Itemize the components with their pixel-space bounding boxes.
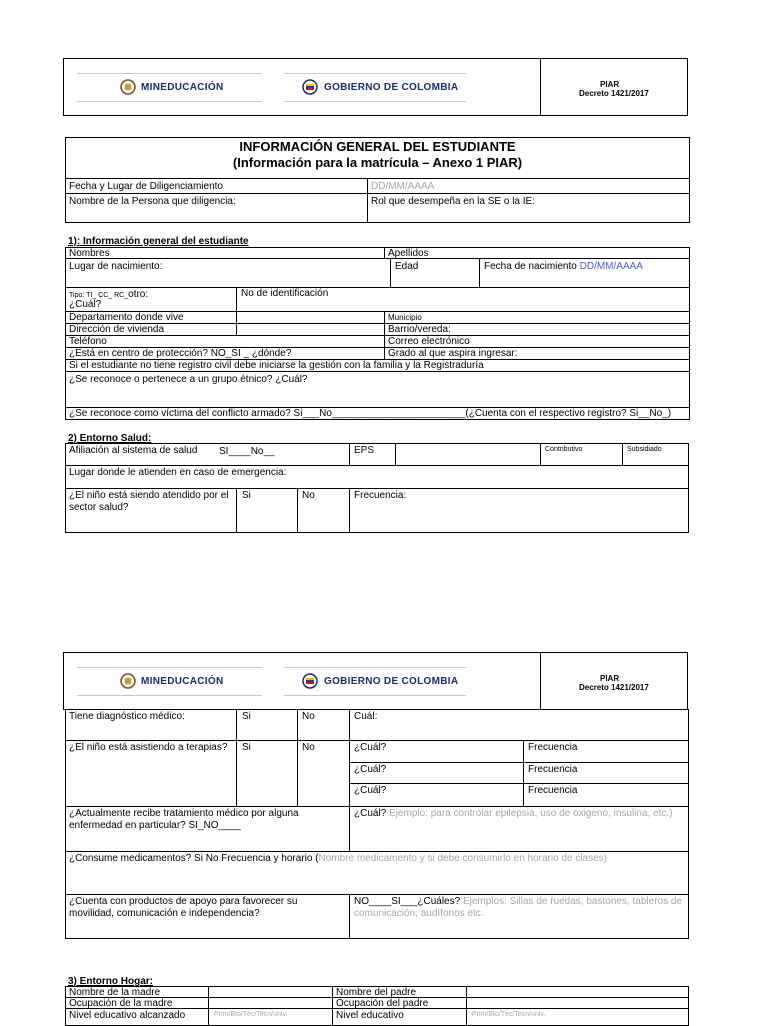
- madre-nombre-label: Nombre de la madre: [69, 987, 161, 998]
- terapia-frecuencia-3: Frecuencia: [528, 785, 578, 796]
- tratamiento-label: ¿Actualmente recibe tratamiento médico por alguna enfermedad en particular? SI_NO____: [69, 808, 299, 831]
- diagnostico-cual: Cuál:: [354, 711, 378, 722]
- atendido-label: ¿El niño está siendo atendido por el sector salud?: [69, 490, 229, 513]
- tratamiento-cual: ¿Cuál? Ejemplo: para controlar epilepsia, uso de oxigeno, insulina, etc.): [354, 808, 673, 819]
- contributivo-label: Contributivo: [545, 446, 583, 453]
- etnico-label: ¿Se reconoce o pertenece a un grupo étnico? ¿Cuál?: [69, 374, 308, 385]
- nombres-label: Nombres: [69, 248, 110, 259]
- barrio-label: Barrio/vereda:: [388, 324, 451, 335]
- padre-ocupacion-label: Ocupación del padre: [336, 998, 429, 1009]
- nivel-padre-label: Nivel educativo: [336, 1010, 404, 1021]
- eps-label: EPS: [354, 445, 375, 456]
- mineducacion-logo: MINEDUCACIÓN: [141, 676, 224, 687]
- fecha-field[interactable]: DD/MM/AAAA: [371, 181, 435, 192]
- terapias-label: ¿El niño está asistiendo a terapias?: [69, 742, 228, 753]
- afiliacion-si-no[interactable]: SI____No__: [219, 446, 275, 457]
- apoyo-label: ¿Cuenta con productos de apoyo para favorecer su movilidad, comunicación e independencia?: [69, 896, 298, 919]
- fecha-label: Fecha y Lugar de Diligenciamiento: [69, 181, 223, 192]
- mineducacion-emblem-icon: [120, 79, 136, 95]
- gobierno-logo: GOBIERNO DE COLOMBIA: [324, 676, 459, 687]
- apellidos-label: Apellidos: [388, 248, 429, 259]
- cual-label: ¿Cuál?: [69, 299, 102, 310]
- gobierno-emblem-icon: [302, 79, 318, 95]
- doc-code: PIAR: [600, 80, 620, 89]
- victima-label: ¿Se reconoce como víctima del conflicto armado? Si___No________________________(¿Cuenta con el respectivo registro? Si__No_): [69, 408, 672, 419]
- gobierno-logo: GOBIERNO DE COLOMBIA: [324, 82, 459, 93]
- form-title: INFORMACIÓN GENERAL DEL ESTUDIANTE: [239, 139, 516, 154]
- atendido-no[interactable]: No: [302, 490, 315, 501]
- emergencia-label: Lugar donde le atienden en caso de emergencia:: [69, 467, 287, 478]
- diagnostico-no[interactable]: No: [302, 711, 315, 722]
- medicamentos-label: ¿Consume medicamentos? Si No Frecuencia y horario (Nombre medicamento y si debe consumirlo en horario de clases): [69, 853, 608, 864]
- nivel-padre-field[interactable]: Prim/Bto/Téc/Tecn/univ.: [472, 1011, 546, 1018]
- decree: Decreto 1421/2017: [579, 89, 649, 98]
- nombre-persona-label: Nombre de la Persona que diligencia:: [69, 196, 236, 207]
- terapia-cual-1: ¿Cuál?: [354, 742, 387, 753]
- section1-heading: 1): Información general del estudiante: [68, 236, 249, 247]
- gobierno-emblem-icon: [302, 673, 318, 689]
- section2-heading: 2) Entorno Salud:: [68, 433, 152, 444]
- mineducacion-emblem-icon: [120, 673, 136, 689]
- lugar-nacimiento-label: Lugar de nacimiento:: [69, 261, 163, 272]
- terapias-si[interactable]: Si: [242, 742, 251, 753]
- departamento-label: Departamento donde vive: [69, 312, 184, 323]
- diagnostico-label: Tiene diagnóstico médico:: [69, 711, 185, 722]
- padre-nombre-label: Nombre del padre: [336, 987, 417, 998]
- direccion-label: Dirección de vivienda: [69, 324, 165, 335]
- frecuencia-label: Frecuencia:: [354, 490, 407, 501]
- nivel-madre-field[interactable]: Prim/Bto/Téc/Tecn/univ.: [214, 1011, 288, 1018]
- apoyo-options: NO____SI___¿Cuáles? Ejemplos: Sillas de ruedas, bastones, tableros de comunicación, audífonos etc.: [354, 896, 682, 919]
- grado-label: Grado al que aspira ingresar:: [388, 348, 518, 359]
- correo-label: Correo electrónico: [388, 336, 470, 347]
- fecha-nacimiento-label: Fecha de nacimiento DD/MM/AAAA: [484, 261, 643, 272]
- terapia-cual-3: ¿Cuál?: [354, 785, 387, 796]
- edad-label: Edad: [395, 261, 419, 272]
- telefono-label: Teléfono: [69, 336, 107, 347]
- mineducacion-logo: MINEDUCACIÓN: [141, 82, 224, 93]
- header-divider: [540, 58, 541, 116]
- terapia-frecuencia-2: Frecuencia: [528, 764, 578, 775]
- municipio-label: Municipio: [388, 313, 422, 322]
- madre-ocupacion-label: Ocupación de la madre: [69, 998, 173, 1009]
- terapia-frecuencia-1: Frecuencia: [528, 742, 578, 753]
- subsidiado-label: Subsidiado: [627, 446, 662, 453]
- proteccion-label: ¿Está en centro de protección? NO_SI _ ¿dónde?: [69, 348, 292, 359]
- afiliacion-label: Afiliación al sistema de salud: [69, 445, 198, 456]
- doc-code: PIAR: [600, 674, 620, 683]
- form-subtitle: (Información para la matrícula – Anexo 1 PIAR): [232, 155, 523, 170]
- terapia-cual-2: ¿Cuál?: [354, 764, 387, 775]
- nivel-educativo-label: Nivel educativo alcanzado: [69, 1010, 186, 1021]
- fecha-nacimiento-field[interactable]: DD/MM/AAAA: [579, 261, 643, 272]
- registro-note: Si el estudiante no tiene registro civil debe iniciarse la gestión con la familia y la Registraduría: [69, 360, 484, 371]
- tipo-documento: Tipo: TI_ CC_ RC_otro:: [69, 289, 149, 300]
- apoyo-example: Ejemplos: Sillas de ruedas, bastones, tableros de comunicación, audífonos etc.: [354, 896, 682, 919]
- decree: Decreto 1421/2017: [579, 683, 649, 692]
- atendido-si[interactable]: Si: [242, 490, 251, 501]
- diagnostico-si[interactable]: Si: [242, 711, 251, 722]
- rol-label: Rol que desempeña en la SE o la IE:: [371, 196, 535, 207]
- no-identificacion-label: No de identificación: [241, 288, 329, 299]
- terapias-no[interactable]: No: [302, 742, 315, 753]
- medicamentos-example: Nombre medicamento y si debe consumirlo en horario de clases): [318, 853, 608, 864]
- section3-heading: 3) Entorno Hogar:: [68, 976, 153, 987]
- tratamiento-example: Ejemplo: para controlar epilepsia, uso de oxigeno, insulina, etc.): [389, 808, 673, 819]
